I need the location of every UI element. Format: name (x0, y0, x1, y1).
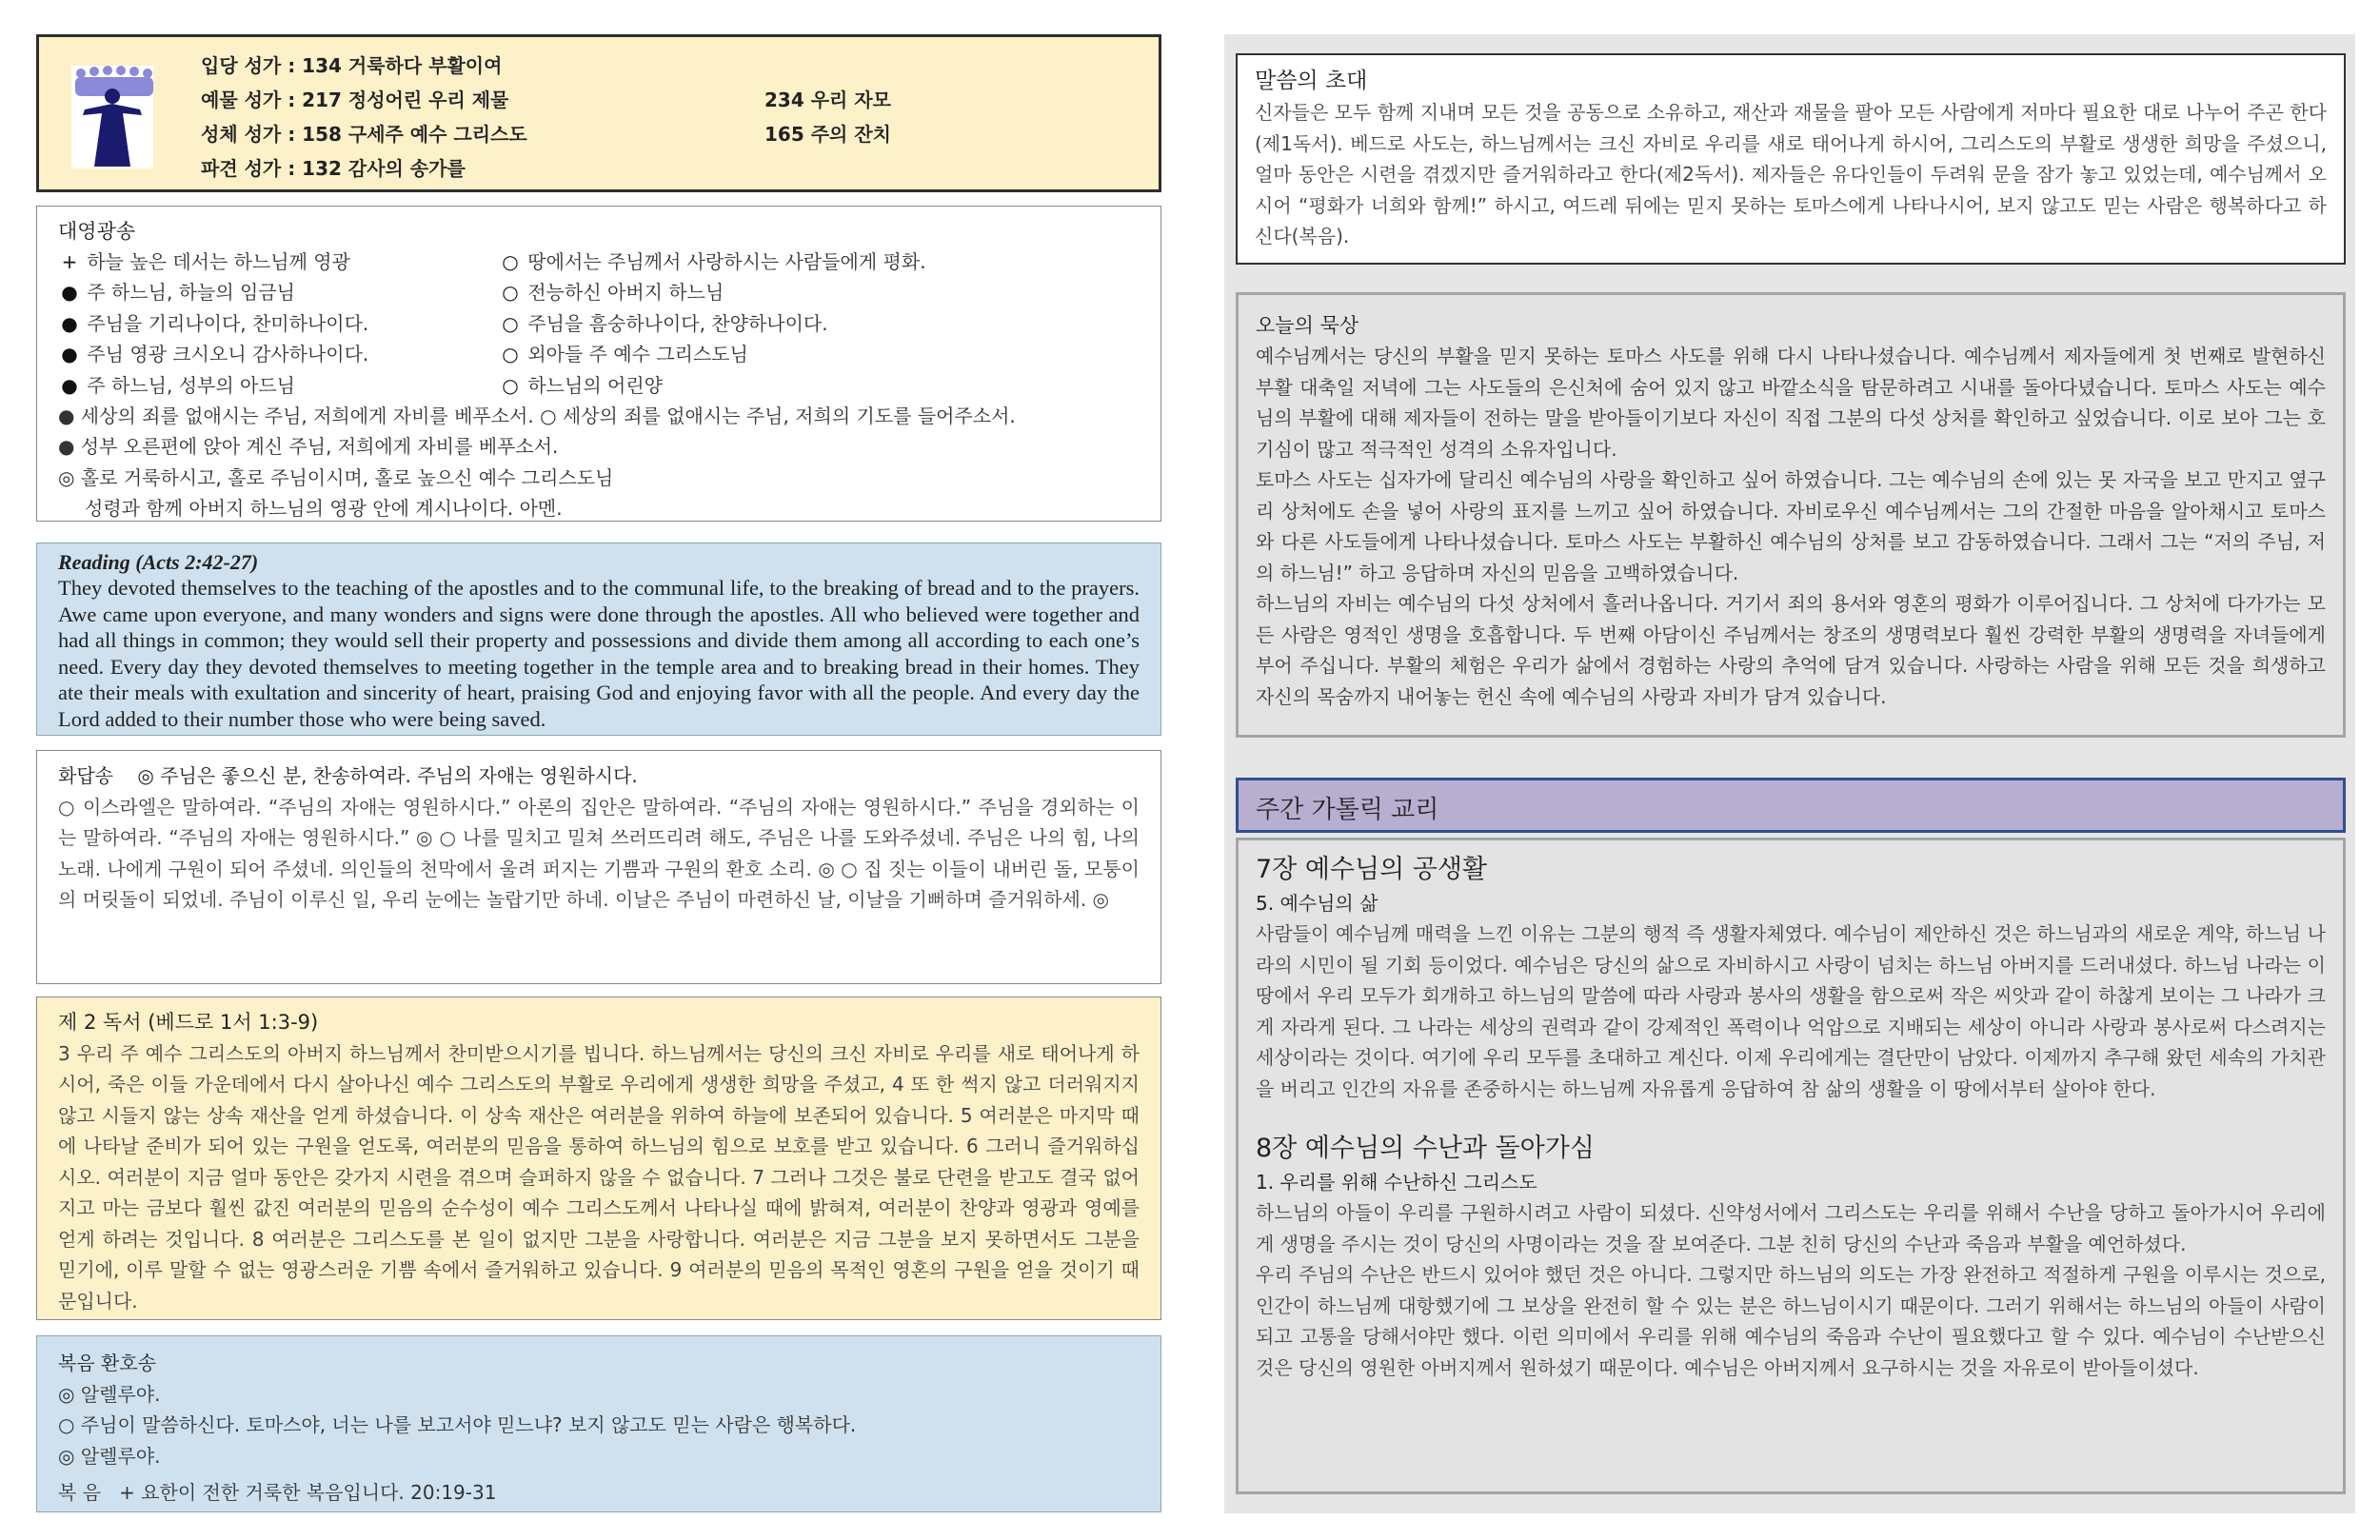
psalm-heading (58, 760, 1140, 792)
gospel-acclamation-box (36, 1335, 1161, 1512)
communion-hymn-alt: 165 주의 잔치 (764, 123, 891, 146)
gloria-line: ● 주 하느님, 성부의 아드님 ○ 하느님의 어린양 (61, 373, 663, 397)
gloria-title: 대영광송 (58, 220, 136, 243)
second-reading-text: 3 우리 주 예수 그리스도의 아버지 하느님께서 찬미받으시기를 빕니다. 하느님께서는 당신의 크신 자비로 우리를 새로 태어나게 하시어, 죽은 이들 가운데에서 다시 살아나신 예수 그리스도의 부활로 우리에게 생생한 희망을 주셨고, 4 또 한 썩지 않고 더러워지지 않고 시들지 않는 상속 재산을 얻게 하셨습니다. 이 상속 재산은 여러분을 위하여 하늘에 보존되어 있습니다. 5 여러분은 마지막 때에 나타날 준비가 되어 있는 구원을 얻도록, 여러분의 믿음을 통하여 하느님의 힘으로 보호를 받고 있습니다. 6 그러니 즐거워하십시오. 여러분이 지금 얼마 동안은 갖가지 시련을 겪으며 슬퍼하지 않을 수 없습니다. 7 그러나 그것은 불로 단련을 받고도 결국 없어지고 마는 금보다 훨씬 값진 여러분의 믿음의 순수성이 예수 그리스도께서 나타나실 때에 밝혀져, 여러분이 찬양과 영광과 영예를 얻게 하려는 것입니다. 8 여러분은 그리스도를 본 일이 없지만 그분을 사랑합니다. 여러분은 지금 그분을 보지 못하면서도 그분을 믿기에, 이루 말할 수 없는 영광스러운 기쁨 속에서 즐거워하고 있습니다. 9 여러분의 믿음의 목적인 영혼의 구원을 얻을 것이기 때문입니다. (58, 1041, 1140, 1313)
offertory-hymn-alt: 234 우리 자모 (764, 89, 891, 111)
gloria-line: ◎ 홀로 거룩하시고, 홀로 주님이시며, 홀로 높으신 예수 그리스도님 (58, 465, 614, 489)
psalm-title: 화답송 (58, 764, 113, 787)
reading-box (36, 543, 1161, 736)
section-title: 1. 우리를 위해 수난하신 그리스도 (1256, 1171, 1537, 1194)
catechism-paragraph: 우리 주님의 수난은 반드시 있어야 했던 것은 아니다. 그렇지만 하느님의 의도는 가장 완전하고 적절하게 구원을 이루시는 것으로, 인간이 하느님께 대항했기에 그 보상을 완전히 할 수 있는 분은 하느님이시기 때문이다. 그러기 위해서는 하느님의 아들이 사람이 되고 고통을 당해서야만 했다. 이런 의미에서 우리를 위해 예수님의 죽음과 수난이 필요했다고 할 수 있다. 예수님이 수난받으신 것은 당신의 영원한 아버지께서 원하셨기 때문이다. 예수님은 아버지께서 요구하시는 것을 자유로이 받아들이셨다. (1256, 1263, 2326, 1379)
gospel-reference: 복 음 + 요한이 전한 거룩한 복음입니다. 20:19-31 (58, 1481, 497, 1504)
invitation-title: 말씀의 초대 (1255, 69, 1368, 93)
catechism-paragraph: 하느님의 아들이 우리를 구원하시려고 사람이 되셨다. 신약성서에서 그리스도는 우리를 위해서 수난을 당하고 돌아가시어 우리에게 생명을 주시는 것이 당신의 사명이라는 것을 잘 보여준다. 그분 친히 당신의 수난과 죽음과 부활을 예언하셨다. (1256, 1201, 2326, 1255)
gloria-line: 성령과 함께 아버지 하느님의 영광 안에 계시나이다. 아멘. (85, 497, 563, 521)
reading-title: Reading (Acts 2:42-27) (58, 550, 259, 574)
gloria-box (36, 206, 1161, 522)
catechism-header (1236, 778, 2346, 833)
catechism-header-title: 주간 가톨릭 교리 (1256, 796, 1439, 824)
chapter-title: 7장 예수님의 공생활 (1256, 855, 1487, 884)
entrance-hymn: 입당 성가 : 134 거룩하다 부활이여 (201, 54, 503, 77)
psalm-response: ◎ 주님은 좋으신 분, 찬송하여라. 주님의 자애는 영원하시다. (137, 764, 638, 787)
dismissal-hymn: 파견 성가 : 132 감사의 송가를 (201, 157, 466, 180)
meditation-box (1236, 292, 2346, 738)
chapter-title: 8장 예수님의 수난과 돌아가심 (1256, 1134, 1595, 1163)
invitation-box (1236, 53, 2346, 265)
invitation-text: 신자들은 모두 함께 지내며 모든 것을 공동으로 소유하고, 재산과 재물을 팔아 모든 사람에게 저마다 필요한 대로 나누어 주곤 한다(제1독서). 베드로 사도는, 하느님께서는 크신 자비로 우리를 새로 태어나게 하시어, 그리스도의 부활로 생생한 희망을 주셨으니, 얼마 동안은 시련을 겪겠지만 즐거워하라고 한다(제2독서). 제자들은 유다인들이 두려워 문을 잠가 놓고 있었는데, 예수님께서 오시어 “평화가 너희와 함께!” 하시고, 여드레 뒤에는 믿지 못하는 토마스에게 나타나시어, 보지 않고도 믿는 사람은 행복하다고 하신다(복음). (1255, 101, 2327, 247)
gloria-line: + 하늘 높은 데서는 하느님께 영광 ○ 땅에서는 주님께서 사랑하시는 사람들에게 평화. (61, 250, 926, 273)
gospel-acclamation-title: 복음 환호송 (58, 1352, 156, 1374)
offertory-hymn: 예물 성가 : 217 정성어린 우리 제물 (201, 89, 509, 111)
meditation-paragraph: 토마스 사도는 십자가에 달리신 예수님의 사랑을 확인하고 싶어 하였습니다. 그는 예수님의 손에 있는 못 자국을 보고 만지고 옆구리 상처에도 손을 넣어 사랑의 표지를 느끼고 싶어 하였습니다. 자비로우신 예수님께서는 그의 간절한 마음을 알아채시고 토마스와 다른 사도들에게 나타나셨습니다. 토마스 사도는 부활하신 예수님의 상처를 보고 감동하였습니다. 그래서 그는 “저의 주님, 저의 하느님!” 하고 응답하며 자신의 믿음을 고백하였습니다. (1256, 468, 2326, 584)
meditation-title: 오늘의 묵상 (1256, 314, 1359, 337)
second-reading-title: 제 2 독서 (베드로 1서 1:3-9) (58, 1011, 319, 1034)
gloria-line: ● 세상의 죄를 없애시는 주님, 저희에게 자비를 베푸소서. ○ 세상의 죄를 없애시는 주님, 저희의 기도를 들어주소서. (58, 405, 1016, 428)
gloria-line: ● 성부 오른편에 앉아 계신 주님, 저희에게 자비를 베푸소서. (58, 435, 559, 459)
gloria-line: ● 주님을 기리나이다, 찬미하나이다. ○ 주님을 흠숭하나이다, 찬양하나이다. (61, 311, 828, 335)
catechism-paragraph: 사람들이 예수님께 매력을 느낀 이유는 그분의 행적 즉 생활자체였다. 예수님이 제안하신 것은 하느님과의 새로운 계약, 하느님 나라의 시민이 될 기회 등이었다. 예수님은 당신의 삶으로 자비하시고 사랑이 넘치는 하느님 아버지를 드러내셨다. 하느님 나라는 이 땅에서 우리 모두가 회개하고 하느님의 말씀에 따라 사랑과 봉사의 생활을 함으로써 작은 씨앗과 같이 하찮게 보이는 그 나라가 크게 자라게 된다. 그 나라는 세상의 권력과 같이 강제적인 폭력이나 억압으로 지배되는 세상이 아니라 사랑과 봉사로써 다스려지는 세상이라는 것이다. 여기에 우리 모두를 초대하고 계신다. 이제 우리에게는 결단만이 남았다. 이제까지 추구해 왔던 세속의 가치관을 버리고 인간의 자유를 존중하시는 하느님께 자유롭게 응답하여 참 삶의 생활을 이 땅에서부터 살아야 한다. (1256, 922, 2326, 1100)
section-title: 5. 예수님의 삶 (1256, 892, 1378, 915)
catechism-box (1236, 838, 2346, 1494)
hymns-box (36, 34, 1161, 192)
meditation-paragraph: 예수님께서는 당신의 부활을 믿지 못하는 토마스 사도를 위해 다시 나타나셨습니다. 예수님께서 제자들에게 첫 번째로 발현하신 부활 대축일 저녁에 그는 사도들의 은신처에 숨어 있지 않고 바깥소식을 탐문하려고 시내를 돌아다녔습니다. 토마스 사도는 예수님의 부활에 대해 제자들이 전하는 말을 받아들이기보다 자신이 직접 그분의 다섯 상처를 확인하고 싶었습니다. 이로 보아 그는 호기심이 많고 적극적인 성격의 소유자입니다. (1256, 345, 2327, 461)
gospel-acclamation-line: ○ 주님이 말씀하신다. 토마스야, 너는 나를 보고서야 믿느냐? 보지 않고도 믿는 사람은 행복하다. (58, 1413, 857, 1436)
gloria-line: ● 주님 영광 크시오니 감사하나이다. ○ 외아들 주 예수 그리스도님 (61, 343, 748, 366)
gospel-acclamation-line: ◎ 알렐루야. (58, 1382, 161, 1406)
communion-hymn: 성체 성가 : 158 구세주 예수 그리스도 (201, 123, 527, 146)
reading-text: They devoted themselves to the teaching of the apostles and to the communal life, to the breaking of bread and to the prayers. Awe came upon everyone, and many wonders and signs were done through the apostles. All who believed were together and had all things in common; they would sell their property and possessions and divide them among all according to each one’s need. Every day they devoted themselves to meeting together in the temple area and to breaking bread in their homes. They ate their meals with exultation and sincerity of heart, praising God and enjoying favor with all the people. And every day the Lord added to their number those who were being saved. (58, 576, 1140, 731)
meditation-paragraph: 하느님의 자비는 예수님의 다섯 상처에서 흘러나옵니다. 거기서 죄의 용서와 영혼의 평화가 이루어집니다. 그 상처에 다가가는 모든 사람은 영적인 생명을 호흡합니다. 두 번째 아담이신 주님께서는 창조의 생명력보다 훨씬 강력한 부활의 생명력을 자녀들에게 부어 주십니다. 부활의 체험은 우리가 삶에서 경험하는 사랑의 추억에 담겨 있습니다. 사랑하는 사람을 위해 모든 것을 희생하고 자신의 목숨까지 내어놓는 헌신 속에 예수님의 사랑과 자비가 담겨 있습니다. (1256, 592, 2326, 708)
psalm-box (36, 750, 1161, 984)
second-reading-box (36, 997, 1161, 1320)
psalm-text: ○ 이스라엘은 말하여라. “주님의 자애는 영원하시다.” 아론의 집안은 말하여라. “주님의 자애는 영원하시다.” 주님을 경외하는 이는 말하여라. “주님의 자애는 영원하시다.” ◎ ○ 나를 밀치고 밀쳐 쓰러뜨리려 해도, 주님은 나를 도와주셨네. 주님은 나의 힘, 나의 노래. 나에게 구원이 되어 주셨네. 의인들의 천막에서 울려 퍼지는 기쁨과 구원의 환호 소리. ◎ ○ 집 짓는 이들이 내버린 돌, 모퉁이의 머릿돌이 되었네. 주님이 이루신 일, 우리 눈에는 놀랍기만 하네. 이날은 주님이 마련하신 날, 이날을 기뻐하며 즐거워하세. ◎ (58, 795, 1140, 911)
gospel-acclamation-line: ◎ 알렐루야. (58, 1444, 161, 1468)
choir-priest-icon (68, 60, 158, 172)
gloria-line: ● 주 하느님, 하늘의 임금님 ○ 전능하신 아버지 하느님 (61, 281, 724, 305)
